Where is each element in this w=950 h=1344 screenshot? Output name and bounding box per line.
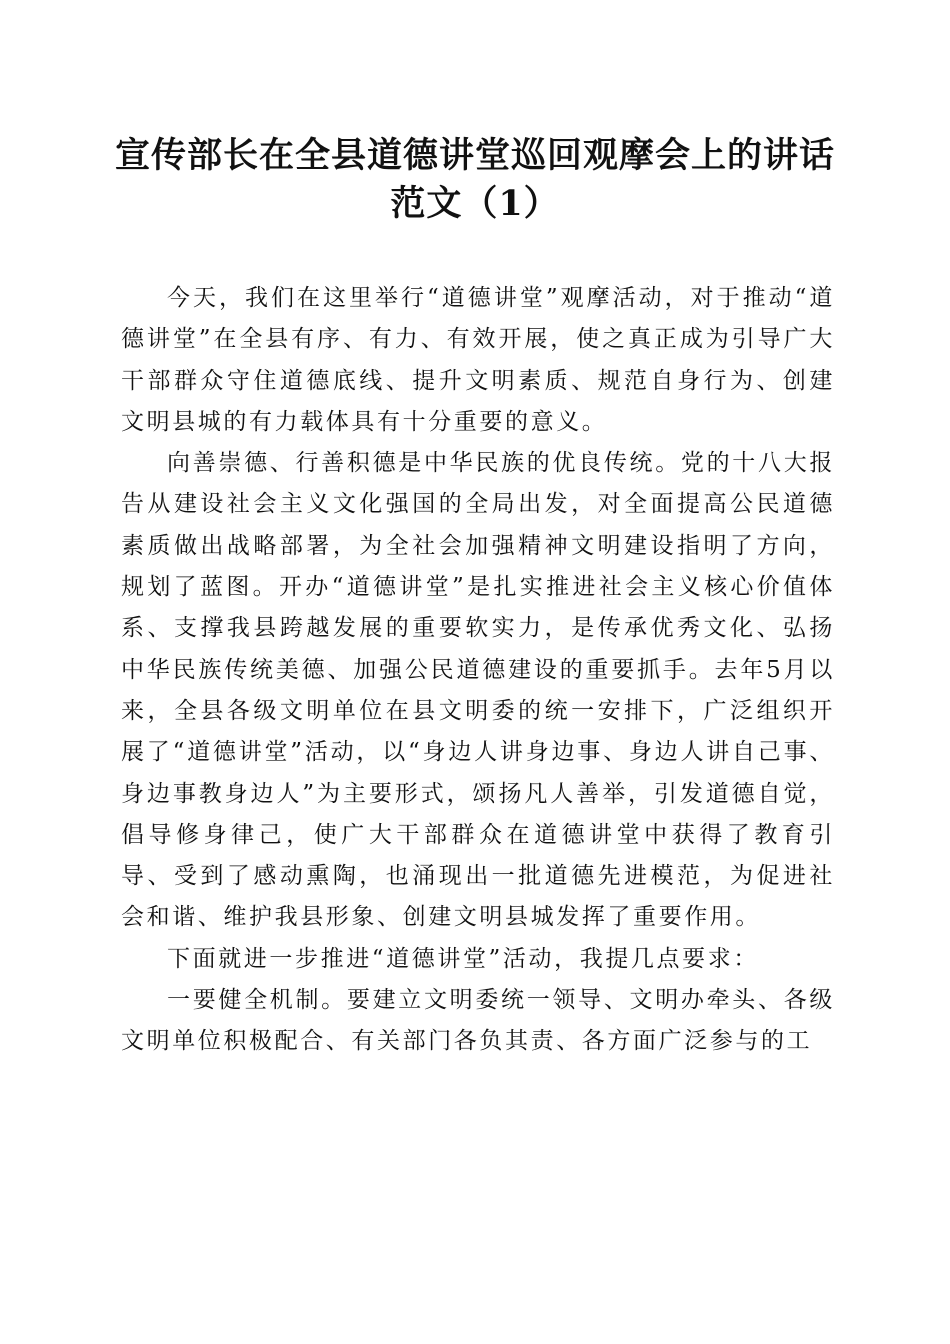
paragraph-1: 今天，我们在这里举行“道德讲堂”观摩活动，对于推动“道德讲堂”在全县有序、有力、有效开展，使之真正成为引导广大干部群众守住道德底线、提升文明素质、规范自身行为、创建文明县城的有力载体具有十分重要的意义。	[121, 285, 835, 435]
title-line-1: 宣传部长在全县道德讲堂巡回观摩会上的讲话	[114, 135, 835, 176]
paragraph-4: 一要健全机制。要建立文明委统一领导、文明办牵头、各级文明单位积极配合、有关部门各负其责、各方面广泛参与的工	[121, 987, 835, 1055]
paragraph-3: 下面就进一步推进“道德讲堂”活动，我提几点要求：	[167, 945, 759, 972]
document-body	[121, 278, 835, 1063]
paragraph-2: 向善崇德、行善积德是中华民族的优良传统。党的十八大报告从建设社会主义文化强国的全局出发，对全面提高公民道德素质做出战略部署，为全社会加强精神文明建设指明了方向，规划了蓝图。开办“道德讲堂”是扎实推进社会主义核心价值体系、支撑我县跨越发展的重要软实力，是传承优秀文化、弘扬中华民族传统美德、加强公民道德建设的重要抓手。去年5月以来，全县各级文明单位在县文明委的统一安排下，广泛组织开展了“道德讲堂”活动，以“身边人讲身边事、身边人讲自己事、身边事教身边人”为主要形式，颂扬凡人善举，引发道德自觉，倡导修身律己，使广大干部群众在道德讲堂中获得了教育引导、受到了感动熏陶，也涌现出一批道德先进模范，为促进社会和谐、维护我县形象、创建文明县城发挥了重要作用。	[121, 450, 835, 931]
document-title	[100, 132, 850, 228]
title-line-2: 范文（1）	[390, 183, 560, 224]
